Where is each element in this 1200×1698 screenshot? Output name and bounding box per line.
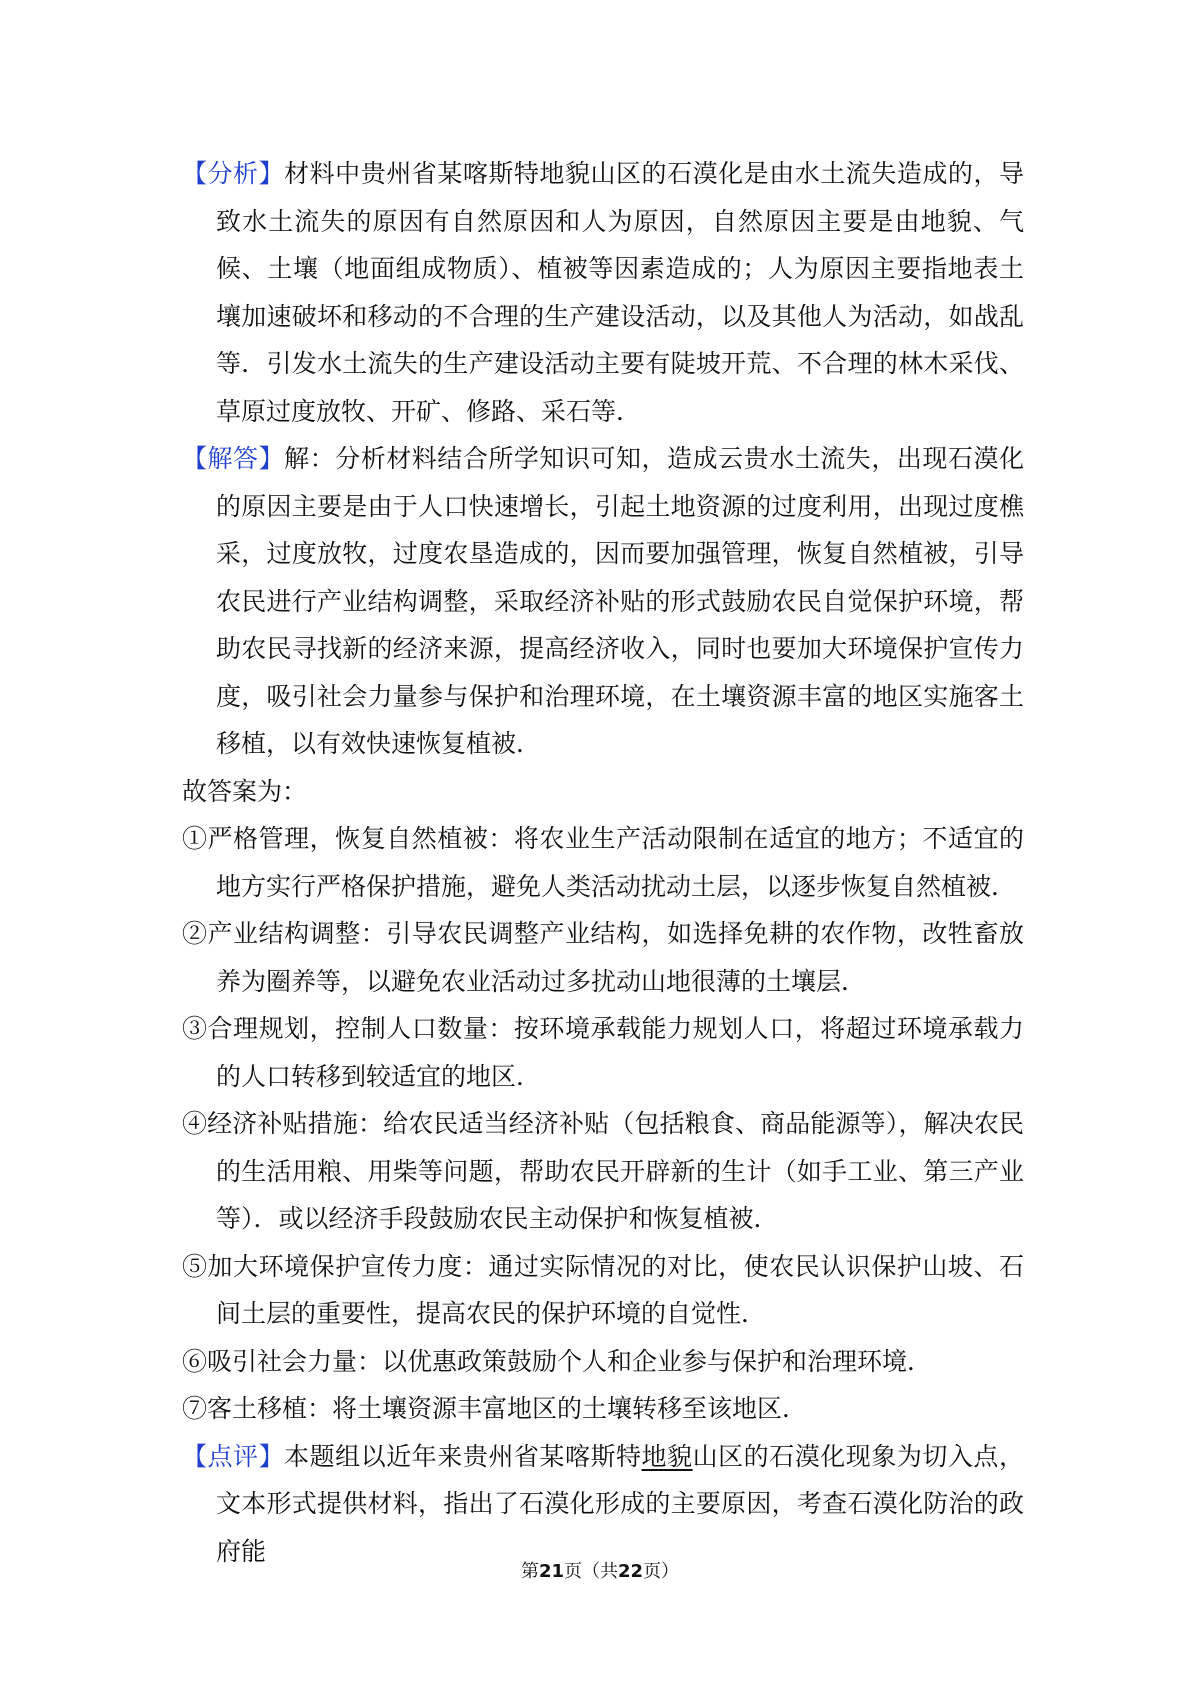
- footer-prefix: 第: [520, 1561, 539, 1582]
- comment-text-underlined: 地貌: [641, 1441, 693, 1471]
- footer-total-pages: 22: [618, 1561, 644, 1582]
- footer-page-number: 21: [538, 1561, 564, 1582]
- comment-text-after: 山区的石漠化现象为切入点，文本形式提供材料，指出了石漠化形成的主要原因，考查石漠化防治的政府能: [216, 1441, 1024, 1566]
- answer-item-2: ②产业结构调整：引导农民调整产业结构，如选择免耕的农作物，改牲畜放养为圈养等，以避免农业活动过多扰动山地很薄的土壤层．: [182, 919, 1024, 996]
- footer-suffix: 页）: [643, 1561, 680, 1582]
- footer-middle: 页（共: [564, 1561, 618, 1582]
- comment-paragraph: [182, 1433, 1024, 1576]
- comment-text-before: 本题组以近年来贵州省某喀斯特: [284, 1441, 642, 1471]
- page-footer: [0, 1560, 1200, 1584]
- answer-text: 解：分析材料结合所学知识可知，造成云贵水土流失，出现石漠化的原因主要是由于人口快速增长，引起土地资源的过度利用，出现过度樵采，过度放牧，过度农垦造成的，因而要加强管理，恢复自然植被，引导农民进行产业结构调整，采取经济补贴的形式鼓励农民自觉保护环境，帮助农民寻找新的经济来源，提高经济收入，同时也要加大环境保护宣传力度，吸引社会力量参与保护和治理环境，在土壤资源丰富的地区实施客土移植，以有效快速恢复植被．: [216, 444, 1024, 758]
- answer-item-4: ④经济补贴措施：给农民适当经济补贴（包括粮食、商品能源等），解决农民的生活用粮、用柴等问题，帮助农民开辟新的生计（如手工业、第三产业等）．或以经济手段鼓励农民主动保护和恢复植被．: [182, 1109, 1024, 1233]
- analysis-tag: 【分析】: [182, 159, 285, 188]
- analysis-paragraph: [182, 150, 1024, 435]
- analysis-text: 材料中贵州省某喀斯特地貌山区的石漠化是由水土流失造成的，导致水土流失的原因有自然原因和人为原因，自然原因主要是由地貌、气候、土壤（地面组成物质）、植被等因素造成的；人为原因主要指地表土壤加速破坏和移动的不合理的生产建设活动，以及其他人为活动，如战乱等．引发水土流失的生产建设活动主要有陡坡开荒、不合理的林木采伐、草原过度放牧、开矿、修路、采石等．: [216, 159, 1024, 426]
- answer-item-5: ⑤加大环境保护宣传力度：通过实际情况的对比，使农民认识保护山坡、石间土层的重要性，提高农民的保护环境的自觉性．: [182, 1251, 1024, 1328]
- answer-item-1: ①严格管理，恢复自然植被：将农业生产活动限制在适宜的地方；不适宜的地方实行严格保护措施，避免人类活动扰动土层，以逐步恢复自然植被．: [182, 824, 1024, 901]
- answer-paragraph: [182, 435, 1024, 768]
- answer-item-6: ⑥吸引社会力量：以优惠政策鼓励个人和企业参与保护和治理环境．: [182, 1346, 933, 1376]
- answer-item-7: ⑦客土移植：将土壤资源丰富地区的土壤转移至该地区．: [182, 1394, 808, 1423]
- comment-tag: 【点评】: [182, 1441, 285, 1471]
- conclusion-line: 故答案为：: [182, 776, 308, 806]
- answer-tag: 【解答】: [182, 444, 285, 473]
- answer-item-3: ③合理规划，控制人口数量：按环境承载能力规划人口，将超过环境承载力的人口转移到较适宜的地区．: [182, 1014, 1024, 1091]
- page-content: [182, 150, 1024, 1575]
